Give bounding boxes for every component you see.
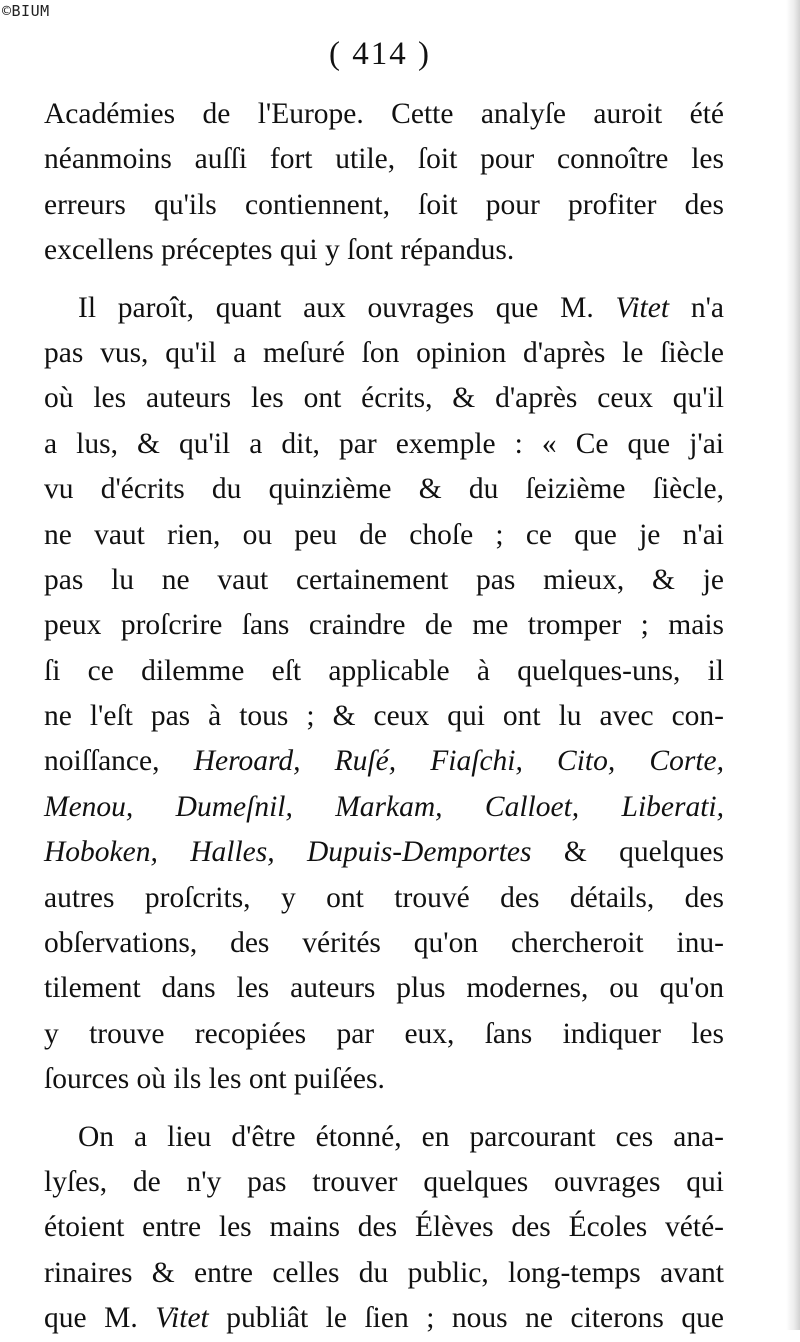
text-line: vu d'écrits du quinzième & du ſeizième ſiècle, [44, 473, 724, 506]
text-line: a lus, & qu'il a dit, par exemple : « Ce que j'ai [44, 427, 724, 460]
text-line: ne vaut rien, ou peu de choſe ; ce que je n'ai [44, 518, 724, 551]
text-line: obſervations, des vérités qu'on chercheroit inu- [44, 927, 724, 960]
text-line: rinaires & entre celles du public, long-temps avant [44, 1256, 724, 1289]
text-line: que M. Vitet publiât le ſien ; nous ne citerons que [44, 1302, 724, 1335]
text-line: autres proſcrits, y ont trouvé des détails, des [44, 881, 724, 914]
paragraph-start-line: On a lieu d'être étonné, en parcourant ces ana- [78, 1120, 724, 1153]
text-line: où les auteurs les ont écrits, & d'après ceux qu'il [44, 382, 724, 415]
text-line: erreurs qu'ils contiennent, ſoit pour profiter des [44, 188, 724, 221]
text-line: y trouve recopiées par eux, ſans indiquer les [44, 1017, 724, 1050]
text-line: pas lu ne vaut certainement pas mieux, & je [44, 563, 724, 596]
text-line: ne l'eſt pas à tous ; & ceux qui ont lu avec con- [44, 700, 724, 733]
text-line: ſources où ils les ont puiſées. [44, 1063, 385, 1096]
text-line: Académies de l'Europe. Cette analyſe auroit été [44, 98, 724, 130]
author-names: Menou, Dumeſnil, Markam, Calloet, Liberati, [44, 790, 724, 823]
text-line: excellens préceptes qui y ſont répandus. [44, 234, 515, 267]
author-names: Hoboken, Halles, Dupuis-Demportes [44, 836, 532, 869]
text-line: tilement dans les auteurs plus modernes, ou qu'on [44, 972, 724, 1005]
text-line: noiſſance, Heroard, Ruſé, Fiaſchi, Cito, Corte, [44, 745, 724, 778]
text-line: peux proſcrire ſans craindre de me tromper ; mais [44, 609, 724, 642]
text-line: pas vus, qu'il a meſuré ſon opinion d'après le ſiècle [44, 336, 724, 369]
text-line: lyſes, de n'y pas trouver quelques ouvrages qui [44, 1165, 724, 1198]
text-line: ſi ce dilemme eſt applicable à quelques-uns, il [44, 654, 724, 687]
author-name: Vitet [615, 291, 670, 324]
author-names: Heroard, Ruſé, Fiaſchi, Cito, Corte, [193, 745, 724, 778]
body-text [44, 92, 724, 1342]
text-line: Hoboken, Halles, Dupuis-Demportes & quelques [44, 836, 724, 869]
paragraph-start-line: Il paroît, quant aux ouvrages que M. Vitet n'a [78, 291, 724, 324]
text-line [44, 785, 724, 830]
author-name: Vitet [155, 1302, 209, 1335]
text-line: étoient entre les mains des Élèves des Écoles vété- [44, 1211, 724, 1244]
page-number: ( 414 ) [329, 36, 431, 72]
watermark-text: ©BIUM [2, 2, 50, 20]
page-edge-shadow [786, 0, 800, 1330]
text-line: néanmoins auſſi fort utile, ſoit pour connoître les [44, 143, 724, 176]
